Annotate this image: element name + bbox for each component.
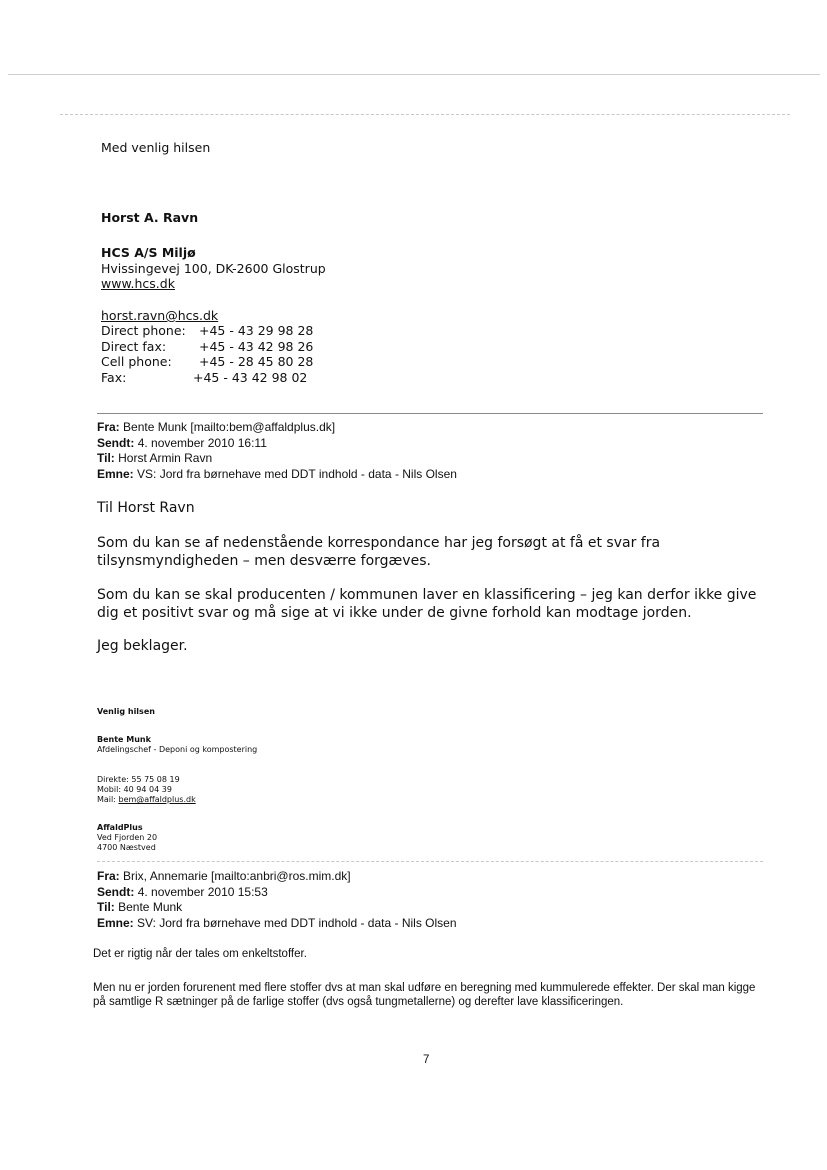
contact-row-fax: Fax: +45 - 43 42 98 02 (101, 369, 308, 385)
email1-separator (97, 413, 763, 414)
sender-email-link[interactable]: horst.ravn@hcs.dk (101, 308, 219, 323)
email2-from: Fra: Brix, Annemarie [mailto:anbri@ros.mim.dk] (97, 869, 351, 883)
email1-sig-closing: Venlig hilsen (97, 707, 155, 716)
sender-name: Horst A. Ravn (101, 210, 199, 225)
email1-greeting: Til Horst Ravn (97, 500, 195, 516)
sender-company: HCS A/S Miljø (101, 245, 196, 260)
email2-subject: Emne: SV: Jord fra børnehave med DDT indhold - data - Nils Olsen (97, 915, 457, 930)
email1-sig-title: Afdelingschef - Deponi og kompostering (97, 745, 258, 754)
sender-address: Hvissingevej 100, DK-2600 Glostrup (101, 261, 326, 276)
closing-text: Med venlig hilsen (101, 140, 211, 155)
email2-header (97, 869, 457, 931)
email1-sig-name: Bente Munk (97, 735, 151, 744)
email2-sent: Sendt: 4. november 2010 15:53 (97, 884, 268, 899)
email1-subject: Emne: VS: Jord fra børnehave med DDT indhold - data - Nils Olsen (97, 466, 457, 481)
email2-separator (97, 861, 763, 862)
email1-header (97, 420, 457, 482)
sender-website-link[interactable]: www.hcs.dk (101, 276, 175, 291)
top-dotted-rule (60, 114, 790, 115)
email1-sig-direkte: Direkte: 55 75 08 19 (97, 775, 180, 784)
email1-sig-mail-link[interactable]: bem@affaldplus.dk (118, 795, 196, 804)
email1-paragraph-1: Som du kan se af nedenstående korrespondance har jeg forsøgt at få et svar fra tilsynsmyndigheden – men desværre forgæves. (97, 535, 661, 569)
email1-from: Fra: Bente Munk [mailto:bem@affaldplus.dk] (97, 420, 336, 434)
contact-row-cell-phone: Cell phone: +45 - 28 45 80 28 (101, 354, 314, 369)
email1-sig-city: 4700 Næstved (97, 843, 156, 852)
email1-sent: Sendt: 4. november 2010 16:11 (97, 435, 267, 450)
email1-sig-company: AffaldPlus (97, 823, 143, 832)
email1-sig-mobil: Mobil: 40 94 04 39 (97, 785, 172, 794)
email1-paragraph-3: Jeg beklager. (97, 638, 188, 654)
email1-sig-street: Ved Fjorden 20 (97, 833, 158, 842)
page-number: 7 (423, 1054, 430, 1066)
email2-paragraph-2: Men nu er jorden forurenent med flere stoffer dvs at man skal udføre en beregning med kummulerede effekter. Der skal man kigge på samtlige R sætninger på de farlige stoffer (dvs også tungmetallerne) og derefter lave klassificeringen. (93, 982, 756, 1008)
email2-to: Til: Bente Munk (97, 900, 183, 914)
top-rule (8, 74, 820, 75)
email1-paragraph-2: Som du kan se skal producenten / kommunen laver en klassificering – jeg kan derfor ikke give dig et positivt svar og må sige at vi ikke under de givne forhold kan modtage jorden. (97, 587, 757, 621)
email1-to: Til: Horst Armin Ravn (97, 451, 213, 465)
email2-paragraph-1: Det er rigtig når der tales om enkeltstoffer. (93, 948, 307, 960)
sender-contacts (101, 323, 313, 385)
email1-signature (97, 735, 257, 853)
contact-row-direct-fax: Direct fax: +45 - 43 42 98 26 (101, 338, 314, 354)
contact-row-direct-phone: Direct phone: +45 - 43 29 98 28 (101, 323, 314, 338)
email1-sig-mail: Mail: bem@affaldplus.dk (97, 795, 196, 804)
